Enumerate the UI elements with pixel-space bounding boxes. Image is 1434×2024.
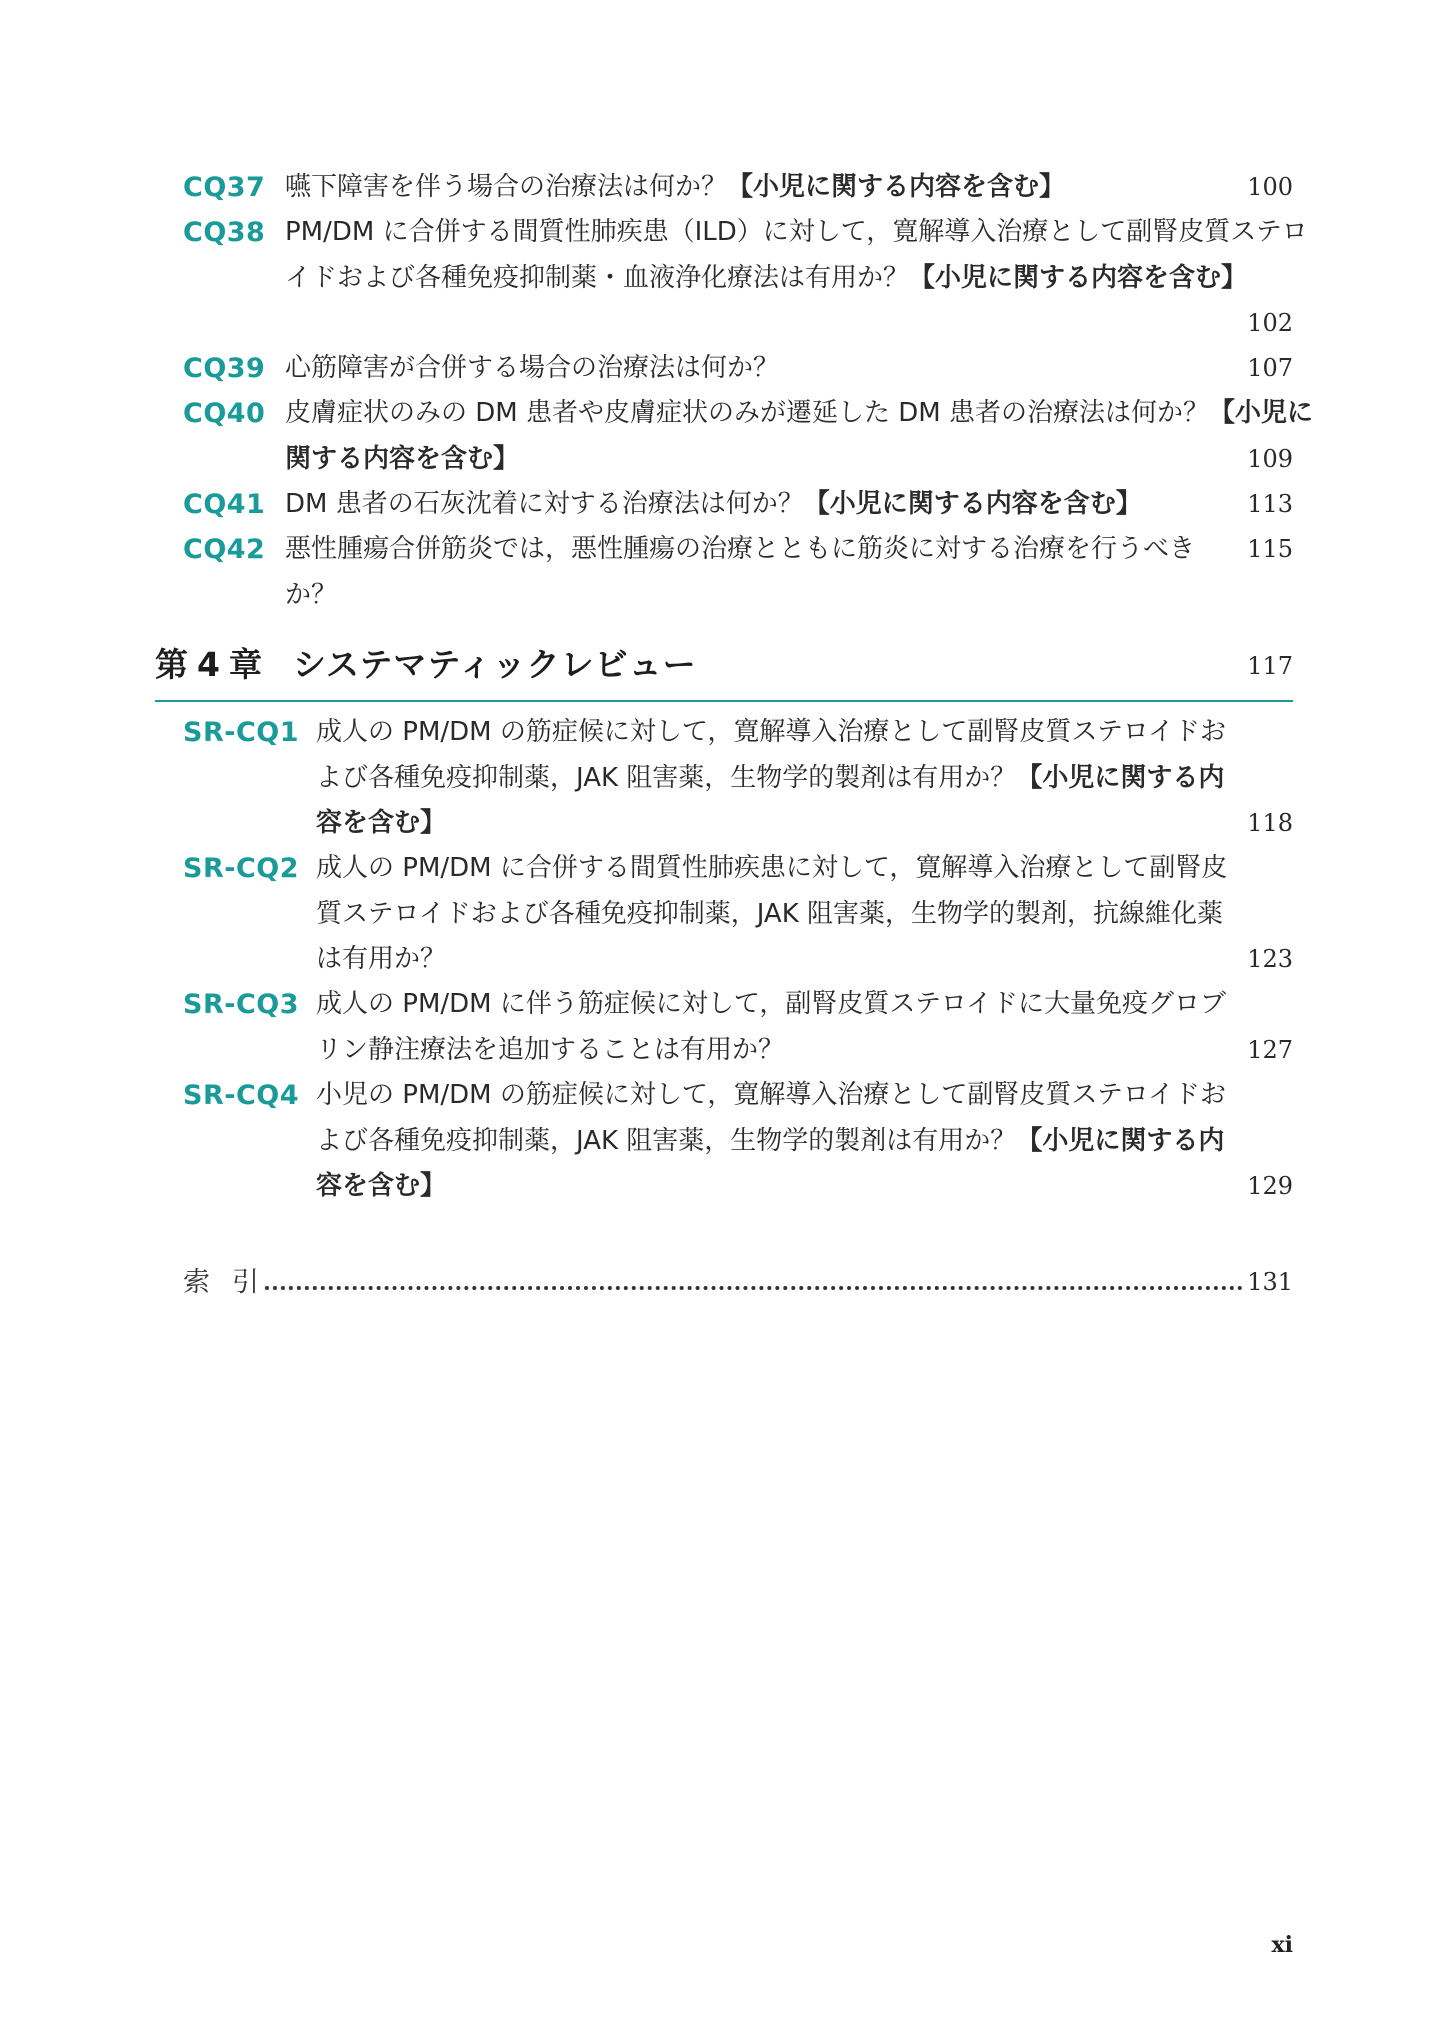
- entry-label: CQ40: [183, 398, 266, 429]
- sr-list: [183, 710, 1293, 1209]
- entry-page: 115: [1247, 535, 1293, 563]
- toc-entry-cq42[interactable]: [183, 527, 1293, 610]
- entry-text: 成人の PM/DM に伴う筋症候に対して，副腎皮質ステロイドに大量免疫グロブリン静注療法を追加することは有用か？: [316, 989, 1227, 1065]
- entry-label: CQ38: [183, 217, 266, 248]
- toc-entry-cq37[interactable]: [183, 165, 1293, 210]
- entry-text: 皮膚症状のみの DM 患者や皮膚症状のみが遷延した DM 患者の治療法は何か？: [285, 398, 1209, 428]
- entry-label: CQ42: [183, 534, 266, 565]
- entry-page: 129: [1247, 1172, 1293, 1200]
- entry-page: 100: [1247, 173, 1293, 201]
- entry-text: 嚥下障害を伴う場合の治療法は何か？: [285, 172, 728, 202]
- entry-page: 102: [1247, 309, 1293, 337]
- entry-text: 小児の PM/DM の筋症候に対して，寛解導入治療として副腎皮質ステロイドおよび各種免疫抑制薬，JAK 阻害薬，生物学的製剤は有用か？: [316, 1080, 1227, 1156]
- chapter-title: [155, 640, 697, 690]
- entry-label: SR-CQ4: [183, 1080, 299, 1111]
- index-page: 131: [1247, 1268, 1293, 1296]
- entry-text: 心筋障害が合併する場合の治療法は何か？: [285, 353, 780, 383]
- entry-text: 成人の PM/DM の筋症候に対して，寛解導入治療として副腎皮質ステロイドおよび各種免疫抑制薬，JAK 阻害薬，生物学的製剤は有用か？: [316, 717, 1227, 793]
- entry-label: SR-CQ3: [183, 989, 299, 1020]
- entry-text: 成人の PM/DM に合併する間質性肺疾患に対して，寛解導入治療として副腎皮質ステロイドおよび各種免疫抑制薬，JAK 阻害薬，生物学的製剤，抗線維化薬は有用か？: [316, 853, 1228, 974]
- entry-label: SR-CQ2: [183, 853, 299, 884]
- toc-entry-sr-cq4[interactable]: [183, 1073, 1293, 1209]
- toc-entry-cq38[interactable]: [183, 210, 1308, 346]
- entry-note: 【小児に関する内容を含む】: [803, 489, 1142, 519]
- toc-entry-index[interactable]: [183, 1260, 1293, 1305]
- entry-page: 123: [1247, 945, 1293, 973]
- toc-entry-sr-cq2[interactable]: [183, 846, 1293, 982]
- chapter-prefix: 第: [155, 645, 189, 684]
- toc-entry-sr-cq1[interactable]: [183, 710, 1293, 846]
- dot-leader: [265, 1286, 1243, 1290]
- chapter-suffix: 章: [228, 645, 263, 684]
- toc-entry-cq41[interactable]: [183, 482, 1293, 527]
- toc-entry-cq39[interactable]: [183, 346, 1293, 391]
- entry-page: 109: [1247, 445, 1293, 473]
- entry-label: SR-CQ1: [183, 717, 299, 748]
- entry-note: 【小児に関する内容を含む】: [316, 762, 1225, 838]
- chapter-name: システマティックレビュー: [292, 645, 697, 684]
- page-folio: xi: [1271, 1932, 1293, 1958]
- entry-text: PM/DM に合併する間質性肺疾患（ILD）に対して，寛解導入治療として副腎皮質ステロイドおよび各種免疫抑制薬・血液浄化療法は有用か？: [285, 217, 1308, 293]
- entry-page: 113: [1247, 490, 1293, 518]
- index-label: 索引: [183, 1267, 281, 1298]
- entry-label: CQ39: [183, 353, 266, 384]
- entry-note: 【小児に関する内容を含む】: [909, 262, 1248, 293]
- chapter-heading[interactable]: [155, 640, 1293, 702]
- chapter-number: 4: [197, 645, 221, 684]
- entry-text: DM 患者の石灰沈着に対する治療法は何か？: [285, 489, 804, 519]
- entry-page: 127: [1247, 1036, 1293, 1064]
- entry-note: 【小児に関する内容を含む】: [727, 172, 1066, 202]
- toc-entry-cq40[interactable]: [183, 391, 1313, 482]
- entry-note: 【小児に関する内容を含む】: [285, 398, 1313, 474]
- toc-entry-sr-cq3[interactable]: [183, 982, 1293, 1073]
- entry-note: 【小児に関する内容を含む】: [316, 1125, 1225, 1201]
- cq-list: [183, 165, 1313, 610]
- entry-page: 107: [1247, 354, 1293, 382]
- entry-label: CQ41: [183, 489, 266, 520]
- chapter-page: 117: [1247, 652, 1293, 680]
- entry-text: 悪性腫瘍合併筋炎では，悪性腫瘍の治療とともに筋炎に対する治療を行うべきか？: [285, 534, 1196, 610]
- entry-label: CQ37: [183, 172, 266, 203]
- entry-page: 118: [1247, 809, 1293, 837]
